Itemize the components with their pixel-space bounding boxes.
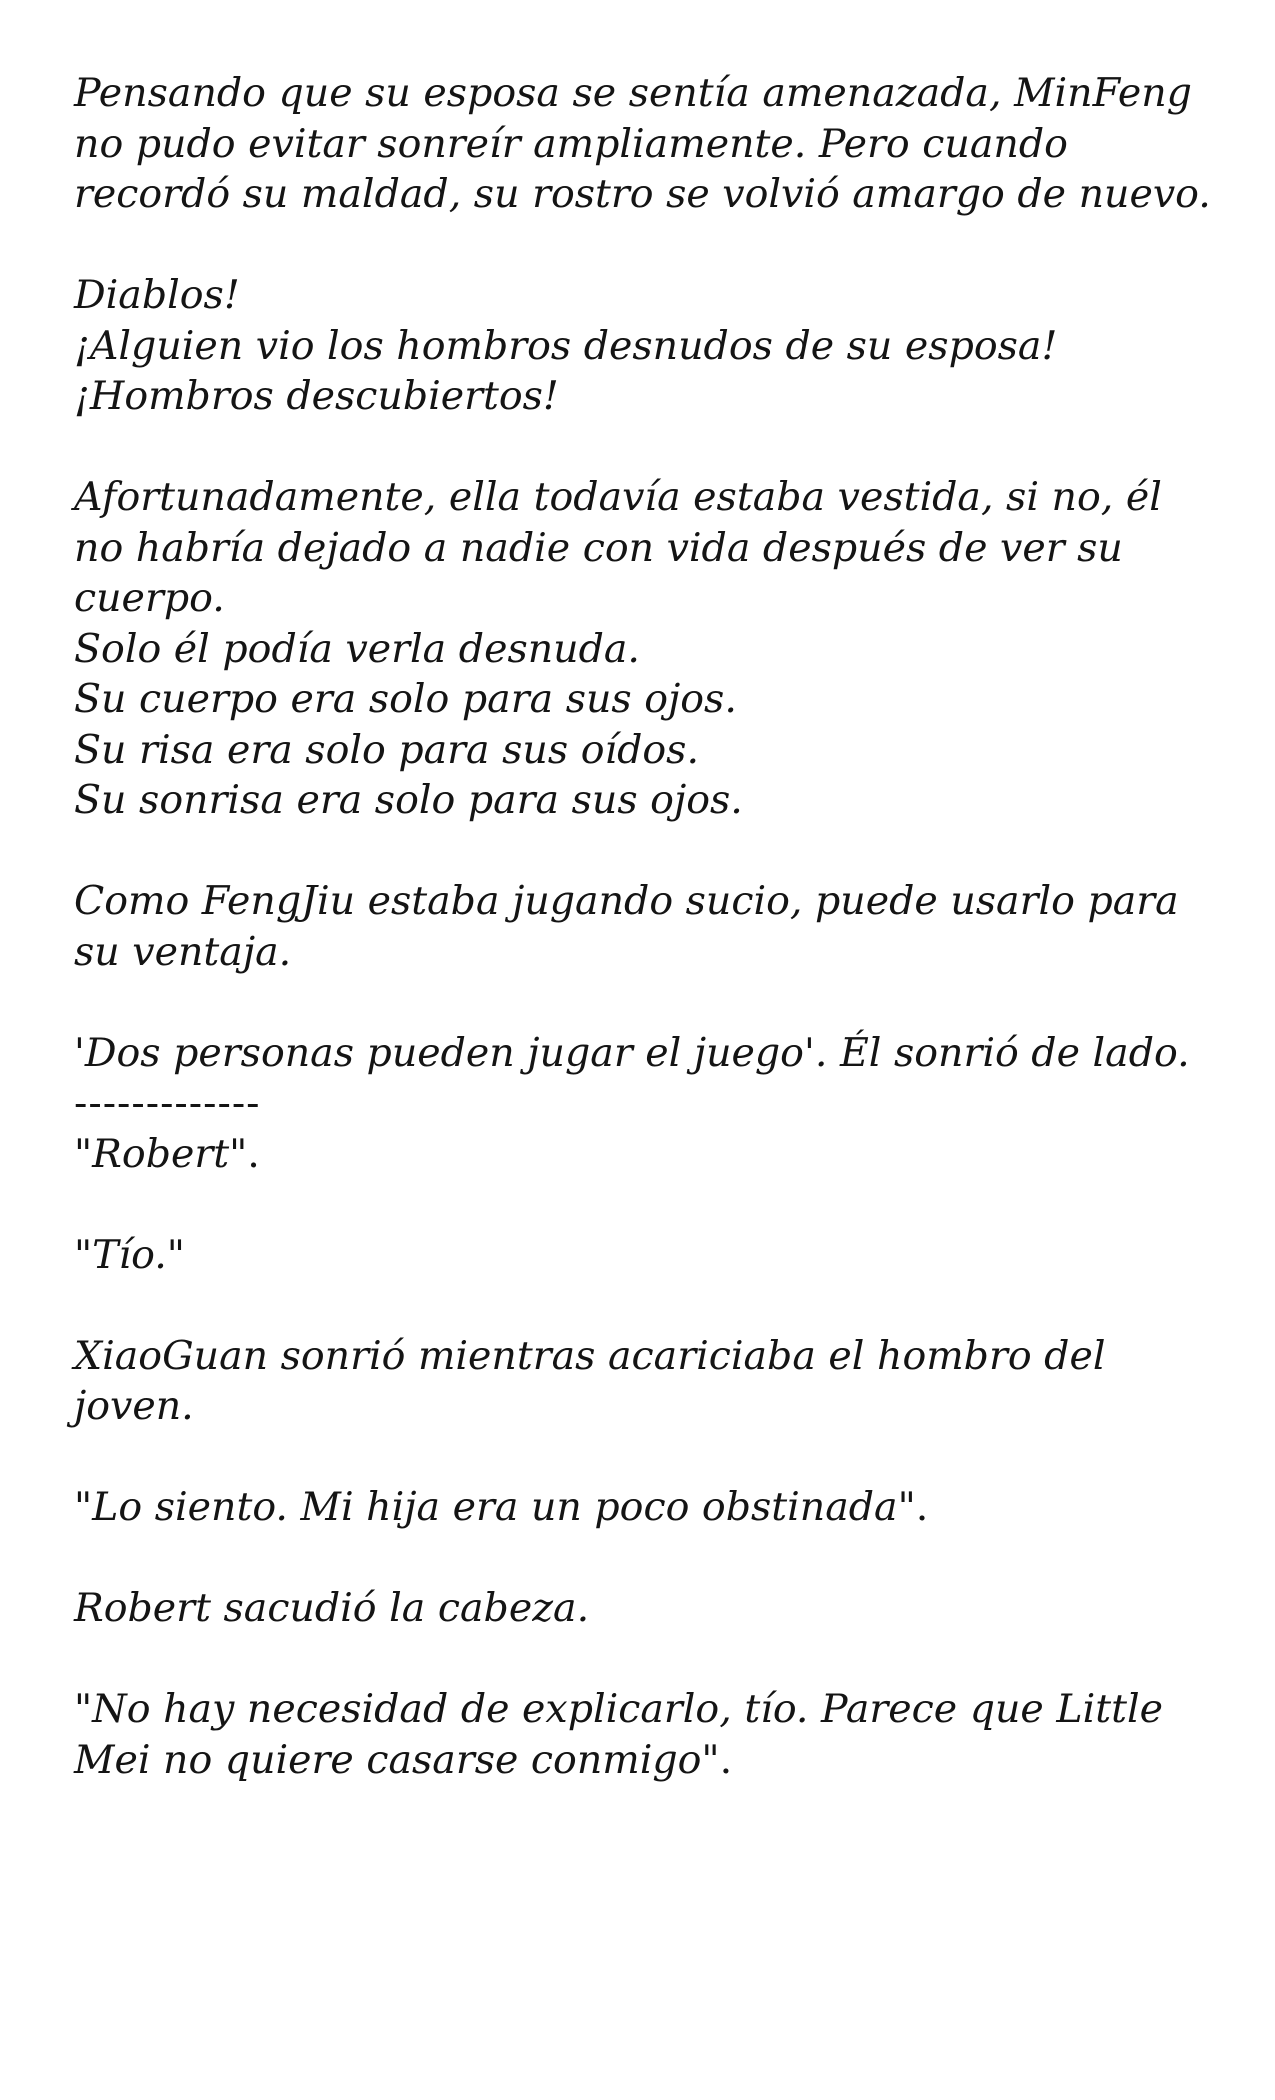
scene-divider: ------------- [74, 1080, 261, 1126]
paragraph-minfeng-smile: Pensando que su esposa se sentía amenazada, MinFeng no pudo evitar sonreír ampliamente. Pero cuando recordó su maldad, su rostro se volvió amargo de nuevo. [74, 70, 1211, 217]
close-quote: ". [701, 1736, 733, 1783]
close-quote: ". [897, 1484, 929, 1530]
close-quote: ". [229, 1130, 260, 1177]
dialogue-tio [74, 1230, 1214, 1281]
dialogue-text: No hay necesidad de explicarlo, tío. Parece que Little Mei no quiere casarse conmigo [74, 1686, 1163, 1783]
open-quote: " [74, 1686, 93, 1732]
document-body [74, 68, 1214, 1785]
paragraph-xiaoguan: XiaoGuan sonrió mientras acariciaba el hombro del joven. [74, 1332, 1106, 1429]
dialogue-text: Robert [92, 1130, 230, 1177]
close-quote: " [166, 1231, 185, 1278]
open-quote: ' [74, 1029, 85, 1076]
paragraph-shoulders: Diablos! ¡Alguien vio los hombros desnudos de su esposa! ¡Hombros descubiertos! [74, 272, 1058, 419]
dialogue-text: Dos personas pueden jugar el juego [84, 1029, 804, 1076]
open-quote: " [74, 1130, 93, 1177]
dialogue-two-people [74, 1028, 1214, 1079]
dialogue-text: Lo siento. Mi hija era un poco obstinada [92, 1484, 898, 1530]
dialogue-lo-siento [74, 1482, 1214, 1533]
paragraph-robert-head: Robert sacudió la cabeza. [74, 1585, 590, 1631]
dialogue-robert [74, 1129, 1214, 1180]
close-quote: ' [803, 1029, 815, 1076]
paragraph-only-his: Afortunadamente, ella todavía estaba vestida, si no, él no habría dejado a nadie con vida después de ver su cuerpo. Solo él podía verla desnuda. Su cuerpo era solo para sus ojos. Su risa era solo para sus oídos. Su sonrisa era solo para sus ojos. [74, 474, 1162, 823]
dialogue-rest: . Él sonrió de lado. [814, 1029, 1190, 1076]
dialogue-text: Tío. [92, 1231, 167, 1278]
open-quote: " [74, 1231, 93, 1278]
paragraph-fengjiu-dirty: Como FengJiu estaba jugando sucio, puede usarlo para su ventaja. [74, 878, 1179, 975]
open-quote: " [74, 1484, 93, 1530]
dialogue-no-hay [74, 1684, 1214, 1785]
